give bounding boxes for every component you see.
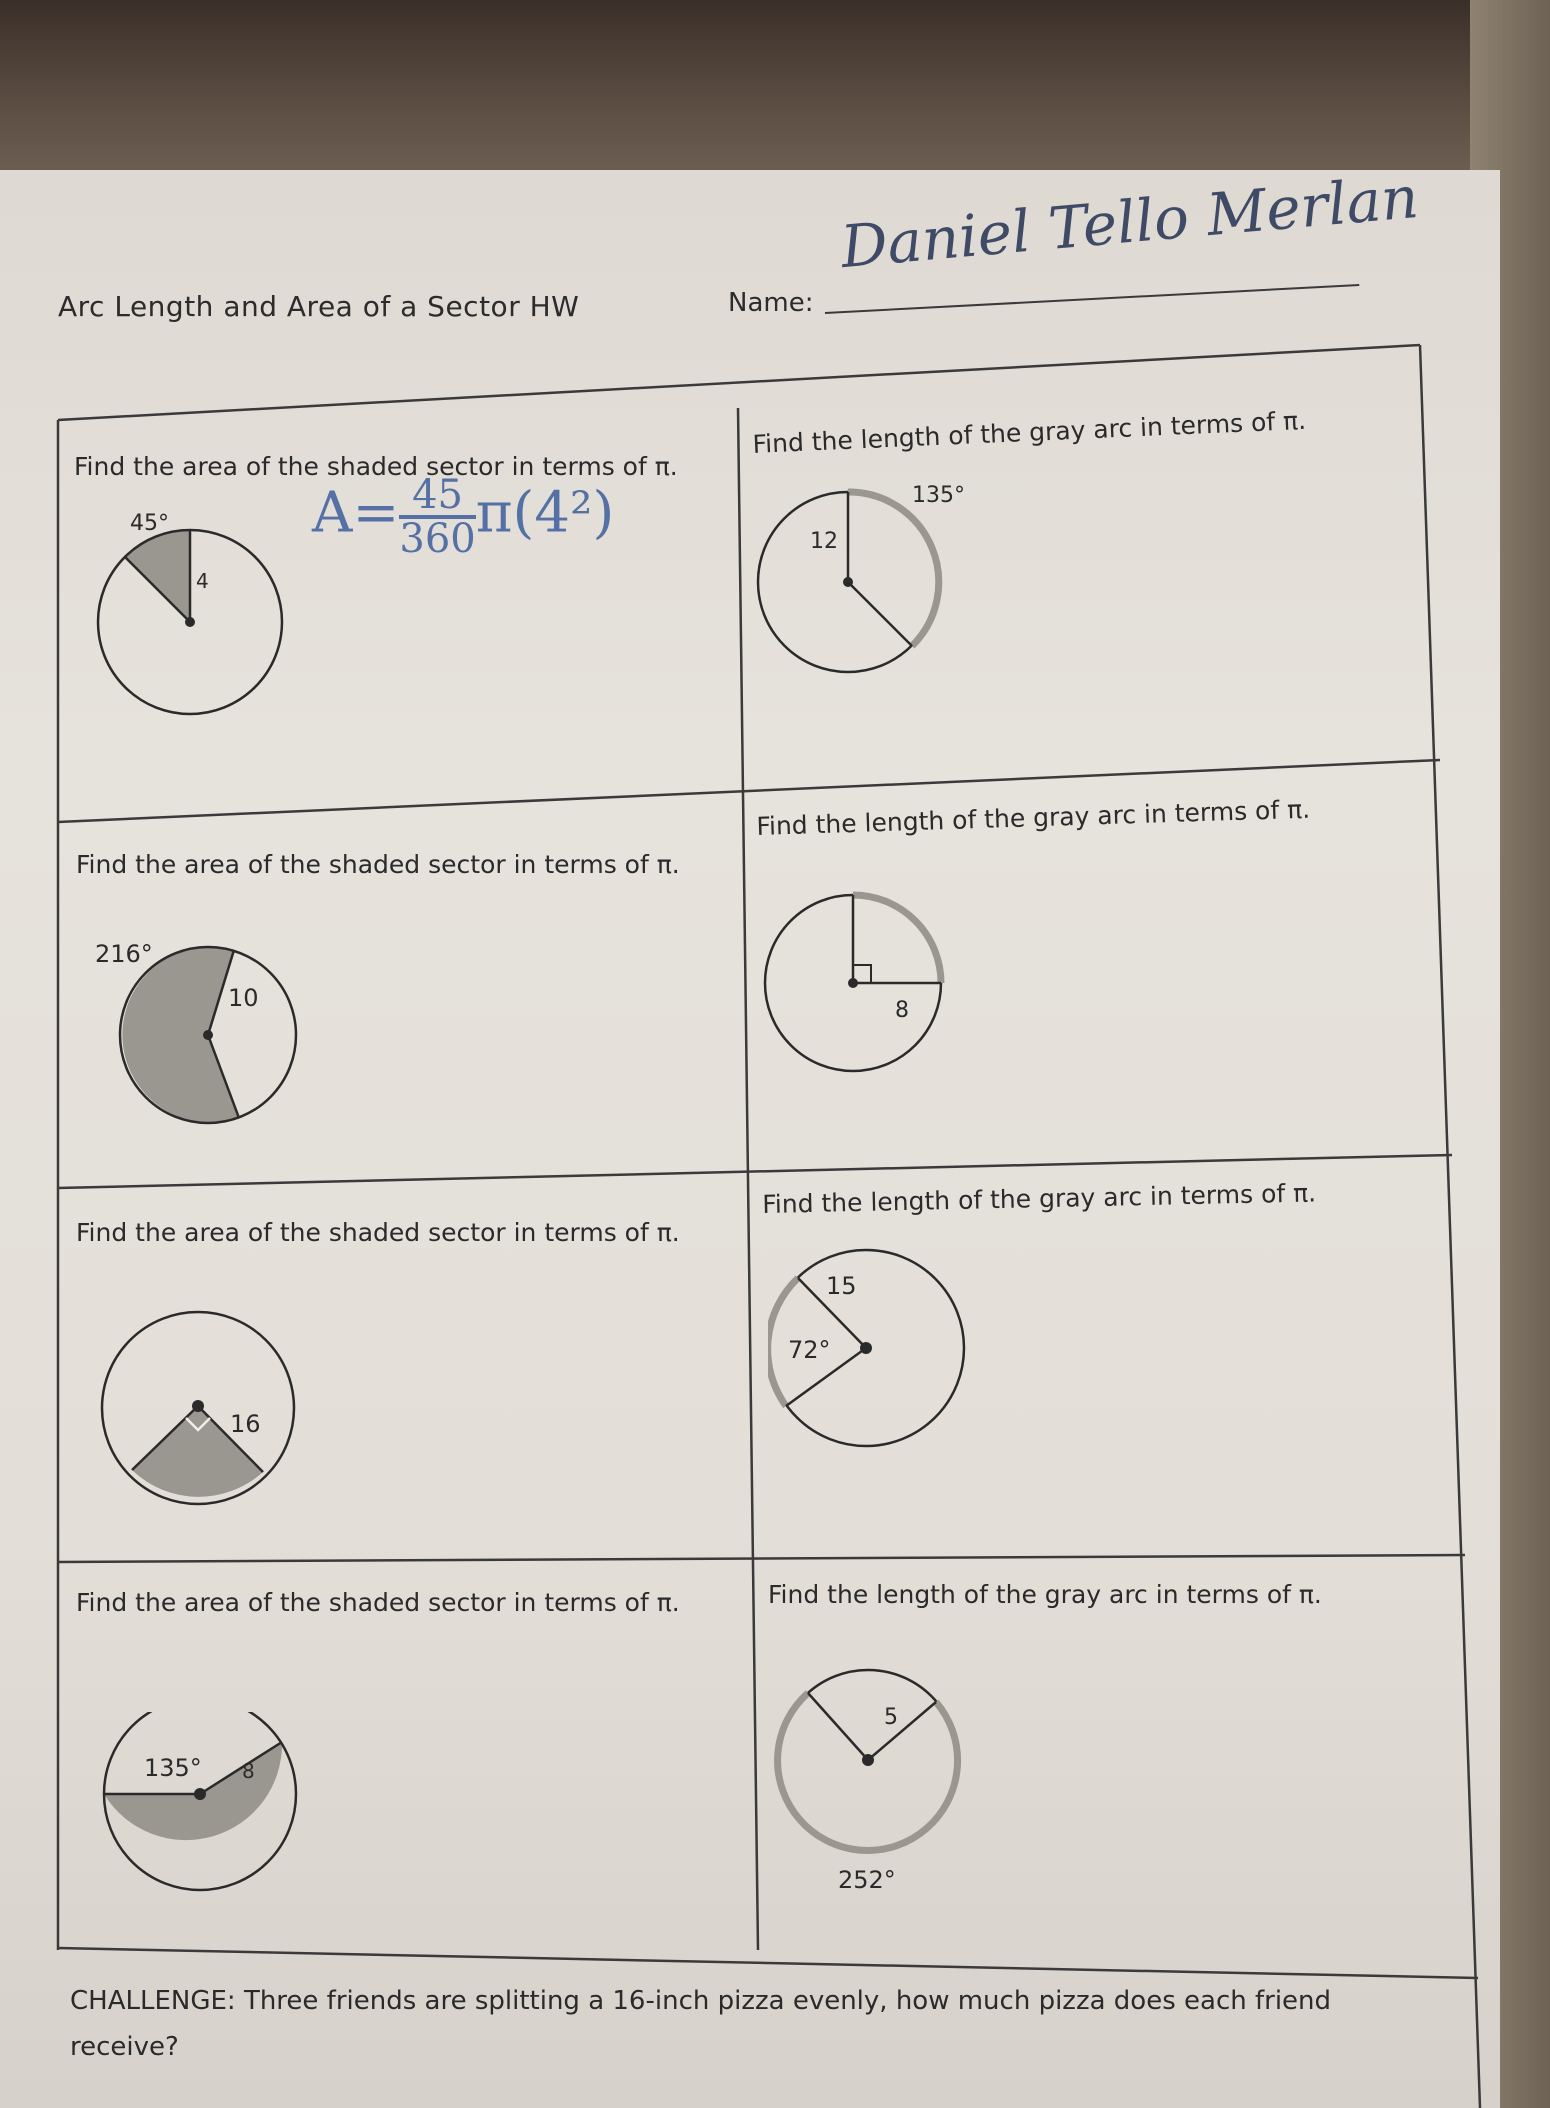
shaded-sector-3 bbox=[122, 947, 239, 1123]
work-fraction bbox=[399, 472, 476, 562]
handwritten-signature: Daniel Tello Merlan bbox=[838, 162, 1422, 282]
prompt-5: Find the area of the shaded sector in terms of π. bbox=[76, 1218, 680, 1247]
prompt-3: Find the area of the shaded sector in terms of π. bbox=[76, 850, 680, 879]
angle-label-7: 135° bbox=[144, 1754, 202, 1782]
name-label: Name: bbox=[728, 288, 814, 318]
radius-label-3: 10 bbox=[228, 984, 259, 1012]
center-dot-6 bbox=[860, 1342, 872, 1354]
handwritten-work bbox=[312, 472, 615, 562]
center-dot-8 bbox=[862, 1754, 874, 1766]
prompt-2: Find the length of the gray arc in terms of π. bbox=[752, 405, 1307, 459]
figure-1 bbox=[90, 500, 300, 720]
figure-5 bbox=[90, 1300, 320, 1510]
challenge-question: CHALLENGE: Three friends are splitting a 16-inch pizza evenly, how much pizza does each friend receive? bbox=[70, 1986, 1332, 2062]
angle-label-2: 135° bbox=[912, 483, 965, 508]
prompt-6: Find the length of the gray arc in terms of π. bbox=[762, 1178, 1317, 1219]
figure-2 bbox=[750, 470, 1010, 690]
gray-arc-2 bbox=[848, 492, 939, 646]
angle-label-3: 216° bbox=[95, 940, 153, 968]
figure-7 bbox=[96, 1712, 316, 1892]
center-dot-1 bbox=[185, 617, 195, 627]
radius-label-2: 12 bbox=[810, 529, 838, 554]
figure-8 bbox=[770, 1660, 990, 1900]
gray-arc-8 bbox=[778, 1693, 958, 1850]
center-dot-3 bbox=[203, 1030, 213, 1040]
row-divider-4 bbox=[58, 1948, 1478, 1978]
row-divider-3 bbox=[58, 1555, 1465, 1562]
prompt-1: Find the area of the shaded sector in terms of π. bbox=[74, 452, 678, 481]
figure-6 bbox=[768, 1248, 978, 1458]
angle-label-1: 45° bbox=[130, 511, 169, 536]
center-dot-4 bbox=[848, 978, 858, 988]
table-right-border bbox=[1420, 345, 1480, 2108]
shaded-sector-1 bbox=[125, 530, 190, 622]
center-dot-2 bbox=[843, 577, 853, 587]
center-dot-5 bbox=[192, 1400, 204, 1412]
prompt-8: Find the length of the gray arc in terms of π. bbox=[768, 1580, 1322, 1609]
angle-label-6: 72° bbox=[788, 1336, 831, 1364]
work-denominator: 360 bbox=[399, 516, 476, 562]
work-numerator: 45 bbox=[399, 475, 475, 519]
radius-label-8: 5 bbox=[884, 1705, 898, 1730]
work-prefix: A= bbox=[312, 480, 400, 546]
gray-arc-4 bbox=[853, 895, 941, 983]
figure-4 bbox=[755, 885, 975, 1085]
radius-label-7: 8 bbox=[242, 1759, 255, 1783]
radius-label-1: 4 bbox=[196, 569, 209, 593]
prompt-7: Find the area of the shaded sector in terms of π. bbox=[76, 1588, 680, 1617]
center-dot-7 bbox=[194, 1788, 206, 1800]
figure-3 bbox=[90, 930, 320, 1130]
prompt-4: Find the length of the gray arc in terms of π. bbox=[756, 794, 1311, 841]
radius-label-6: 15 bbox=[826, 1272, 857, 1300]
radius-label-4: 8 bbox=[895, 998, 909, 1023]
radius-label-5: 16 bbox=[230, 1410, 261, 1438]
worksheet-title: Arc Length and Area of a Sector HW bbox=[58, 290, 580, 323]
work-suffix: π(4²) bbox=[475, 480, 615, 546]
angle-label-8: 252° bbox=[838, 1866, 896, 1894]
